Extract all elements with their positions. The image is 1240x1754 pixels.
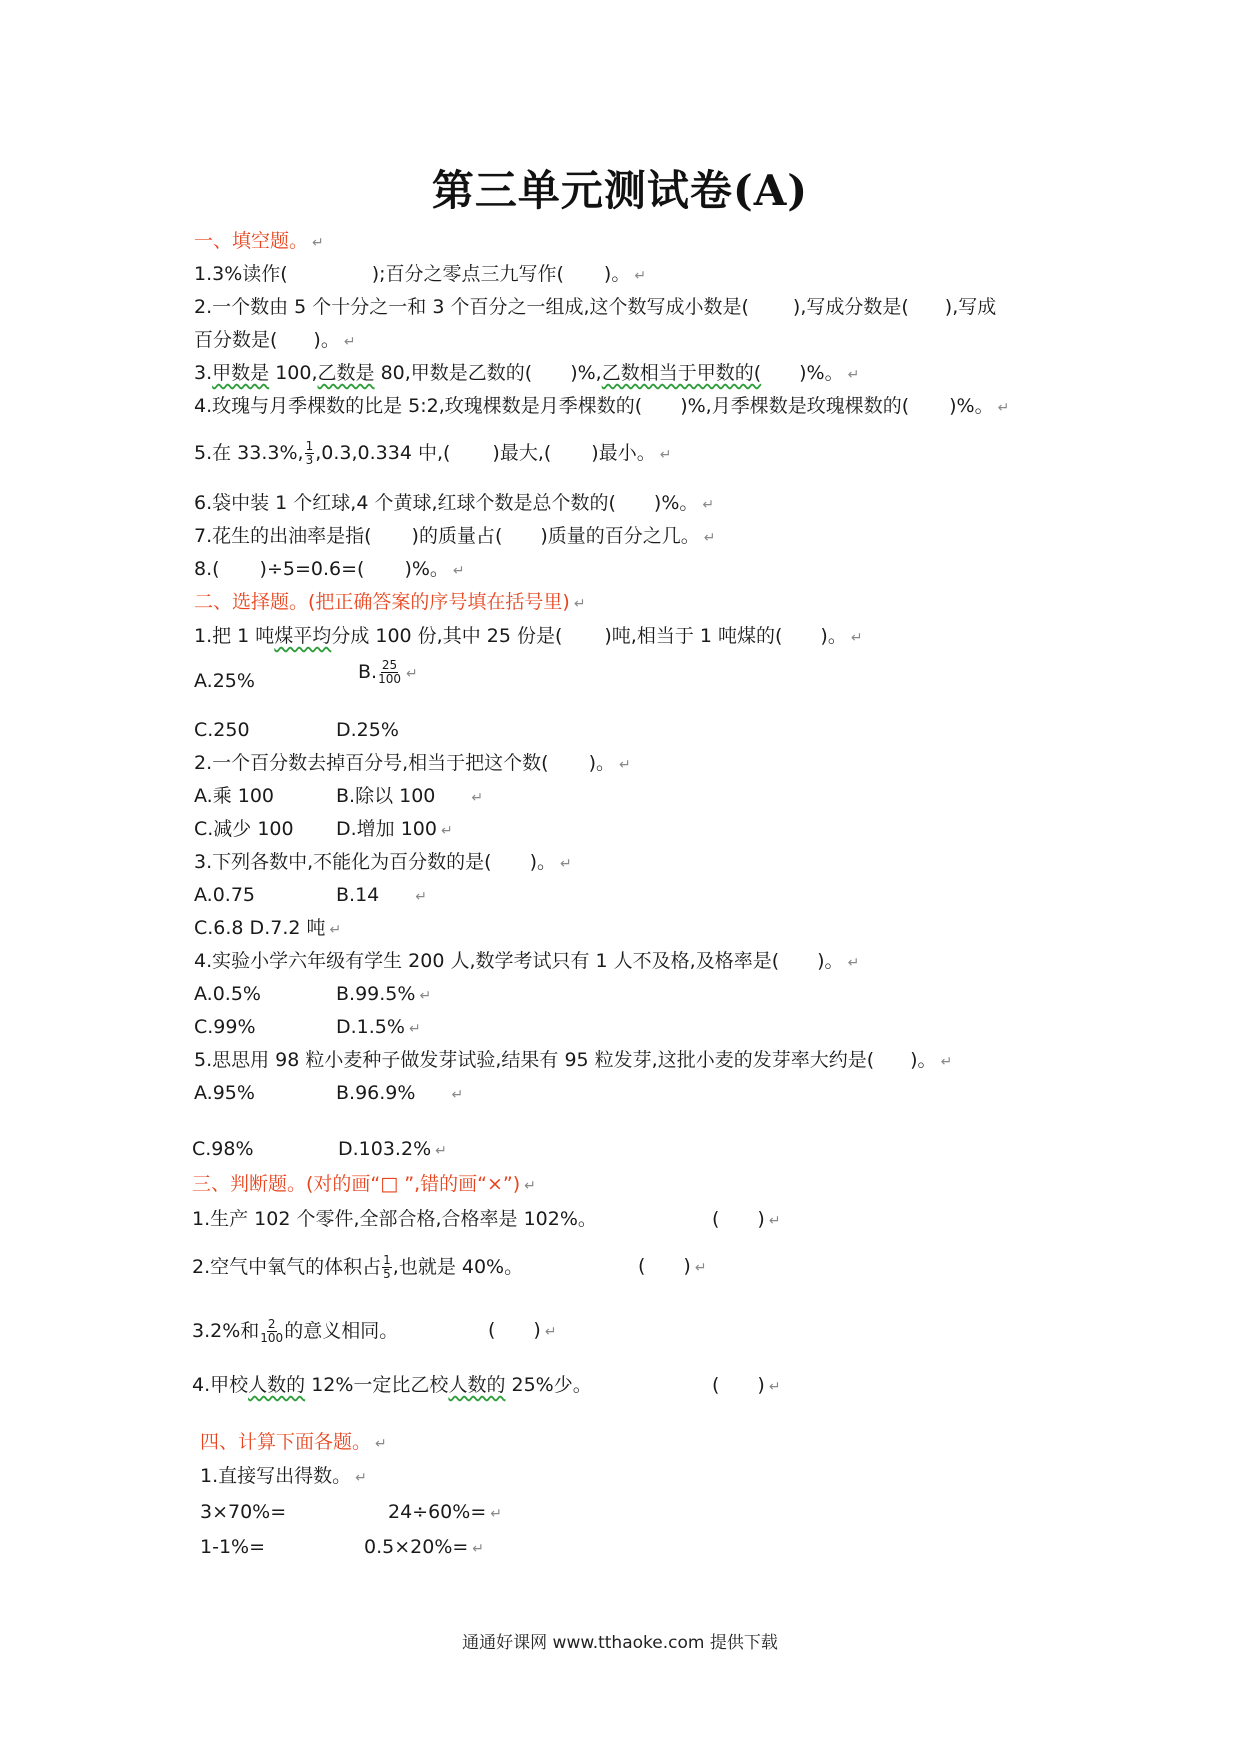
section-1-heading: 一、填空题。 ↵ — [194, 230, 324, 252]
section-4-heading: 四、计算下面各题。 ↵ — [200, 1431, 387, 1453]
question-2-4-options-ab: A.0.5% B.99.5% ↵ — [194, 983, 432, 1005]
question-1-4: 4.玫瑰与月季棵数的比是 5:2,玫瑰棵数是月季棵数的( )%,月季棵数是玫瑰棵数的( )%。 ↵ — [194, 395, 1010, 417]
question-4-1: 1.直接写出得数。 ↵ — [200, 1465, 367, 1487]
question-3-2: 2.空气中氧气的体积占 $\frac{1}{5}$ ,也就是 40%。 ( ) ↵ — [192, 1253, 707, 1281]
calc-row-2: 1-1%= 0.5×20%= ↵ — [200, 1536, 485, 1558]
question-2-3: 3.下列各数中,不能化为百分数的是( )。 ↵ — [194, 851, 572, 873]
section-2-heading: 二、选择题。(把正确答案的序号填在括号里) ↵ — [194, 591, 586, 613]
fraction-2-over-100: $\frac{2}{100}$ — [260, 1317, 284, 1345]
question-2-4-options-cd: C.99% D.1.5% ↵ — [194, 1016, 421, 1038]
question-2-3-options-cd: C.6.8 D.7.2 吨 ↵ — [194, 917, 342, 939]
question-1-2: 2.一个数由 5 个十分之一和 3 个百分之一组成,这个数写成小数是( ),写成分数是( ),写成 — [194, 296, 997, 318]
question-1-7: 7.花生的出油率是指( )的质量占( )质量的百分之几。 ↵ — [194, 525, 716, 547]
fraction-25-over-100: $\frac{25}{100}$ — [378, 658, 401, 686]
question-2-5: 5.思思用 98 粒小麦种子做发芽试验,结果有 95 粒发芽,这批小麦的发芽率大约是( )。 ↵ — [194, 1049, 953, 1071]
question-2-3-options-ab: A.0.75 B.14 ↵ — [194, 884, 427, 906]
question-2-1-options-ab: A.25% B. $\frac{25}{100}$ ↵ — [194, 658, 418, 692]
footer-credit: 通通好课网 www.tthaoke.com 提供下载 — [462, 1633, 778, 1653]
fraction-one-fifth: $\frac{1}{5}$ — [383, 1253, 391, 1281]
question-2-4: 4.实验小学六年级有学生 200 人,数学考试只有 1 人不及格,及格率是( )。 ↵ — [194, 950, 860, 972]
question-3-3: 3.2%和 $\frac{2}{100}$ 的意义相同。 ( ) ↵ — [192, 1317, 557, 1345]
question-1-5: 5.在 33.3%, $\frac{1}{3}$ ,0.3,0.334 中,( )最大,( )最小。 ↵ — [194, 439, 672, 467]
question-2-1: 1.把 1 吨煤平均分成 100 份,其中 25 份是( )吨,相当于 1 吨煤的( )。 ↵ — [194, 625, 863, 647]
question-2-2-options-cd: C.减少 100 D.增加 100 ↵ — [194, 818, 453, 840]
question-2-2-options-ab: A.乘 100 B.除以 100 ↵ — [194, 785, 484, 807]
page-title: 第三单元测试卷(A) — [431, 166, 809, 215]
question-1-6: 6.袋中装 1 个红球,4 个黄球,红球个数是总个数的( )%。 ↵ — [194, 492, 715, 514]
question-1-2-cont: 百分数是( )。 ↵ — [194, 329, 356, 351]
question-1-8: 8.( )÷5=0.6=( )%。 ↵ — [194, 558, 465, 580]
question-3-1: 1.生产 102 个零件,全部合格,合格率是 102%。 ( ) ↵ — [192, 1208, 781, 1230]
question-2-2: 2.一个百分数去掉百分号,相当于把这个数( )。 ↵ — [194, 752, 631, 774]
question-2-5-options-cd: C.98% D.103.2% ↵ — [192, 1138, 447, 1160]
question-1-3: 3.甲数是 100,乙数是 80,甲数是乙数的( )%,乙数相当于甲数的( )%。 ↵ — [194, 362, 860, 384]
question-2-1-options-cd: C.250 D.25% — [194, 719, 399, 741]
fraction-one-third: $\frac{1}{3}$ — [305, 439, 314, 467]
calc-row-1: 3×70%= 24÷60%= ↵ — [200, 1501, 502, 1523]
section-3-heading: 三、判断题。(对的画“□ ”,错的画“×”) ↵ — [192, 1173, 536, 1195]
question-3-4: 4.甲校人数的 12%一定比乙校人数的 25%少。 ( ) ↵ — [192, 1374, 781, 1396]
question-2-5-options-ab: A.95% B.96.9% ↵ — [194, 1082, 464, 1104]
question-1-1: 1.3%读作( );百分之零点三九写作( )。 ↵ — [194, 263, 647, 285]
